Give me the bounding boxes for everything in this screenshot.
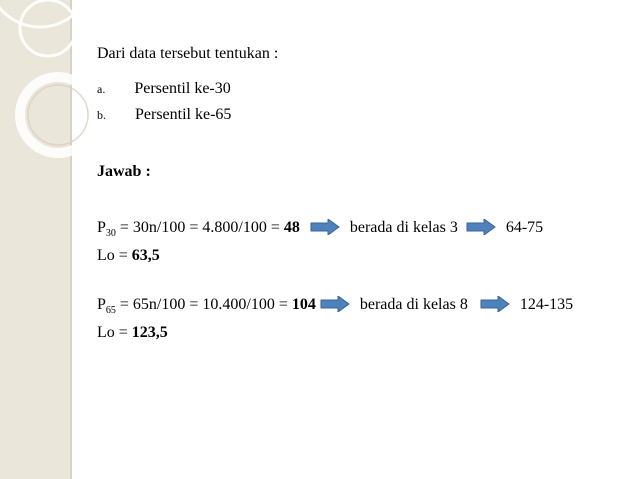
right-arrow-icon [310, 219, 340, 235]
p30-formula: = 30n/100 = 4.800/100 = [115, 219, 284, 236]
p65-symbol: P [97, 296, 106, 313]
p30-formula-row [97, 219, 543, 237]
list-text-a: Persentil ke-30 [134, 80, 231, 97]
right-arrow-icon [320, 296, 350, 312]
p65-lo-value: 123,5 [131, 324, 168, 341]
p65-lo-row [97, 324, 168, 342]
p65-result: 104 [291, 296, 316, 313]
list-marker-b: b. [97, 108, 106, 122]
p65-formula-row [97, 296, 573, 314]
p65-interval: 124-135 [519, 296, 574, 313]
list-item-b [97, 106, 231, 124]
right-arrow-icon [466, 219, 496, 235]
p30-lo-row [97, 247, 160, 265]
p30-class-text: berada di kelas 3 [349, 219, 458, 236]
p65-subscript: 65 [105, 305, 116, 316]
p30-symbol: P [97, 219, 106, 236]
right-arrow-icon [480, 296, 510, 312]
list-text-b: Persentil ke-65 [135, 106, 232, 123]
p65-lo-label: Lo = [97, 324, 132, 341]
list-marker-a: a. [97, 82, 106, 96]
p30-lo-label: Lo = [97, 247, 132, 264]
list-item-a [97, 80, 231, 98]
answer-heading: Jawab : [97, 163, 151, 180]
p65-formula: = 65n/100 = 10.400/100 = [115, 296, 292, 313]
p30-interval: 64-75 [505, 219, 544, 236]
p65-class-text: berada di kelas 8 [359, 296, 468, 313]
p30-result: 48 [283, 219, 300, 236]
p30-lo-value: 63,5 [131, 247, 160, 264]
intro-text: Dari data tersebut tentukan : [97, 45, 279, 62]
p30-subscript: 30 [105, 228, 116, 239]
